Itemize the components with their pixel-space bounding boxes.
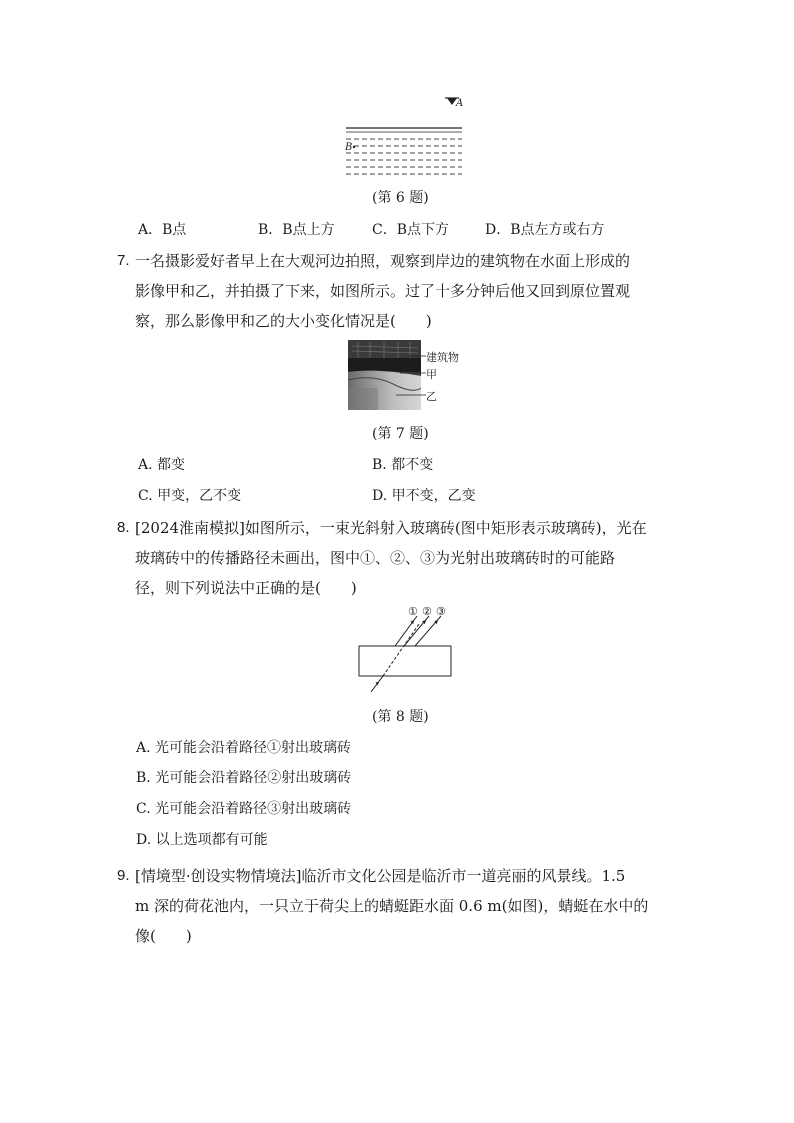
q8-caption: (第 8 题)	[372, 709, 429, 725]
water-dashes	[346, 139, 462, 174]
label-a: A	[456, 98, 464, 109]
q6-option-c: C．B点下方	[372, 222, 449, 238]
q8-stem-line-3: 径，则下列说法中正确的是( )	[135, 579, 357, 597]
q9-number: 9.	[117, 867, 130, 884]
glass-brick	[359, 646, 451, 676]
dashed-path	[383, 624, 419, 676]
label-building: 建筑物	[426, 351, 459, 364]
point-b	[353, 146, 355, 148]
path-label-2: ②	[422, 605, 432, 618]
q7-caption: (第 7 题)	[372, 426, 429, 442]
water-surface-diagram	[340, 90, 470, 180]
q7-stem-line-1: 一名摄影爱好者早上在大观河边拍照，观察到岸边的建筑物在水面上形成的	[135, 252, 631, 270]
path-label-3: ③	[436, 605, 446, 618]
q6-option-a: A．B点	[138, 222, 187, 238]
q8-option-b: B. 光可能会沿着路径②射出玻璃砖	[136, 770, 352, 786]
q9-stem-line-2: m 深的荷花池内，一只立于荷尖上的蜻蜓距水面 0.6 m(如图)，蜻蜓在水中的	[135, 897, 649, 915]
q8-option-a: A. 光可能会沿着路径①射出玻璃砖	[136, 740, 352, 756]
glass-brick-diagram	[355, 604, 455, 696]
q9-stem-line-1: [情境型·创设实物情境法]临沂市文化公园是临沂市一道亮丽的风景线。1.5	[135, 867, 626, 885]
q7-number: 7.	[117, 252, 130, 269]
label-b: B	[345, 142, 353, 153]
q6-figure	[340, 90, 470, 180]
q7-figure	[348, 340, 468, 412]
q7-option-b: B. 都不变	[372, 457, 434, 473]
q7-option-d: D. 甲不变，乙变	[372, 488, 476, 504]
q7-stem-line-2: 影像甲和乙，并拍摄了下来，如图所示。过了十多分钟后他又回到原位置观	[135, 282, 631, 300]
q8-stem-line-2: 玻璃砖中的传播路径未画出，图中①、②、③为光射出玻璃砖时的可能路	[135, 549, 616, 567]
q6-caption: (第 6 题)	[372, 190, 429, 206]
q6-option-b: B．B点上方	[258, 222, 335, 238]
q7-option-c: C. 甲变，乙不变	[138, 488, 242, 504]
q9-stem-line-3: 像( )	[135, 927, 192, 945]
q8-number: 8.	[117, 519, 130, 536]
label-jia: 甲	[426, 368, 437, 381]
q7-option-a: A. 都变	[138, 457, 186, 473]
q8-option-c: C. 光可能会沿着路径③射出玻璃砖	[136, 801, 352, 817]
path-label-1: ①	[408, 605, 418, 618]
q7-stem-line-3: 察，那么影像甲和乙的大小变化情况是( )	[135, 312, 432, 330]
q8-figure	[355, 604, 455, 696]
q6-option-d: D．B点左方或右方	[485, 222, 605, 238]
photo-reflection	[348, 340, 468, 412]
q8-stem-line-1: [2024淮南模拟]如图所示，一束光斜射入玻璃砖(图中矩形表示玻璃砖)，光在	[135, 519, 647, 537]
label-yi: 乙	[426, 390, 437, 403]
q8-option-d: D. 以上选项都有可能	[136, 832, 268, 848]
